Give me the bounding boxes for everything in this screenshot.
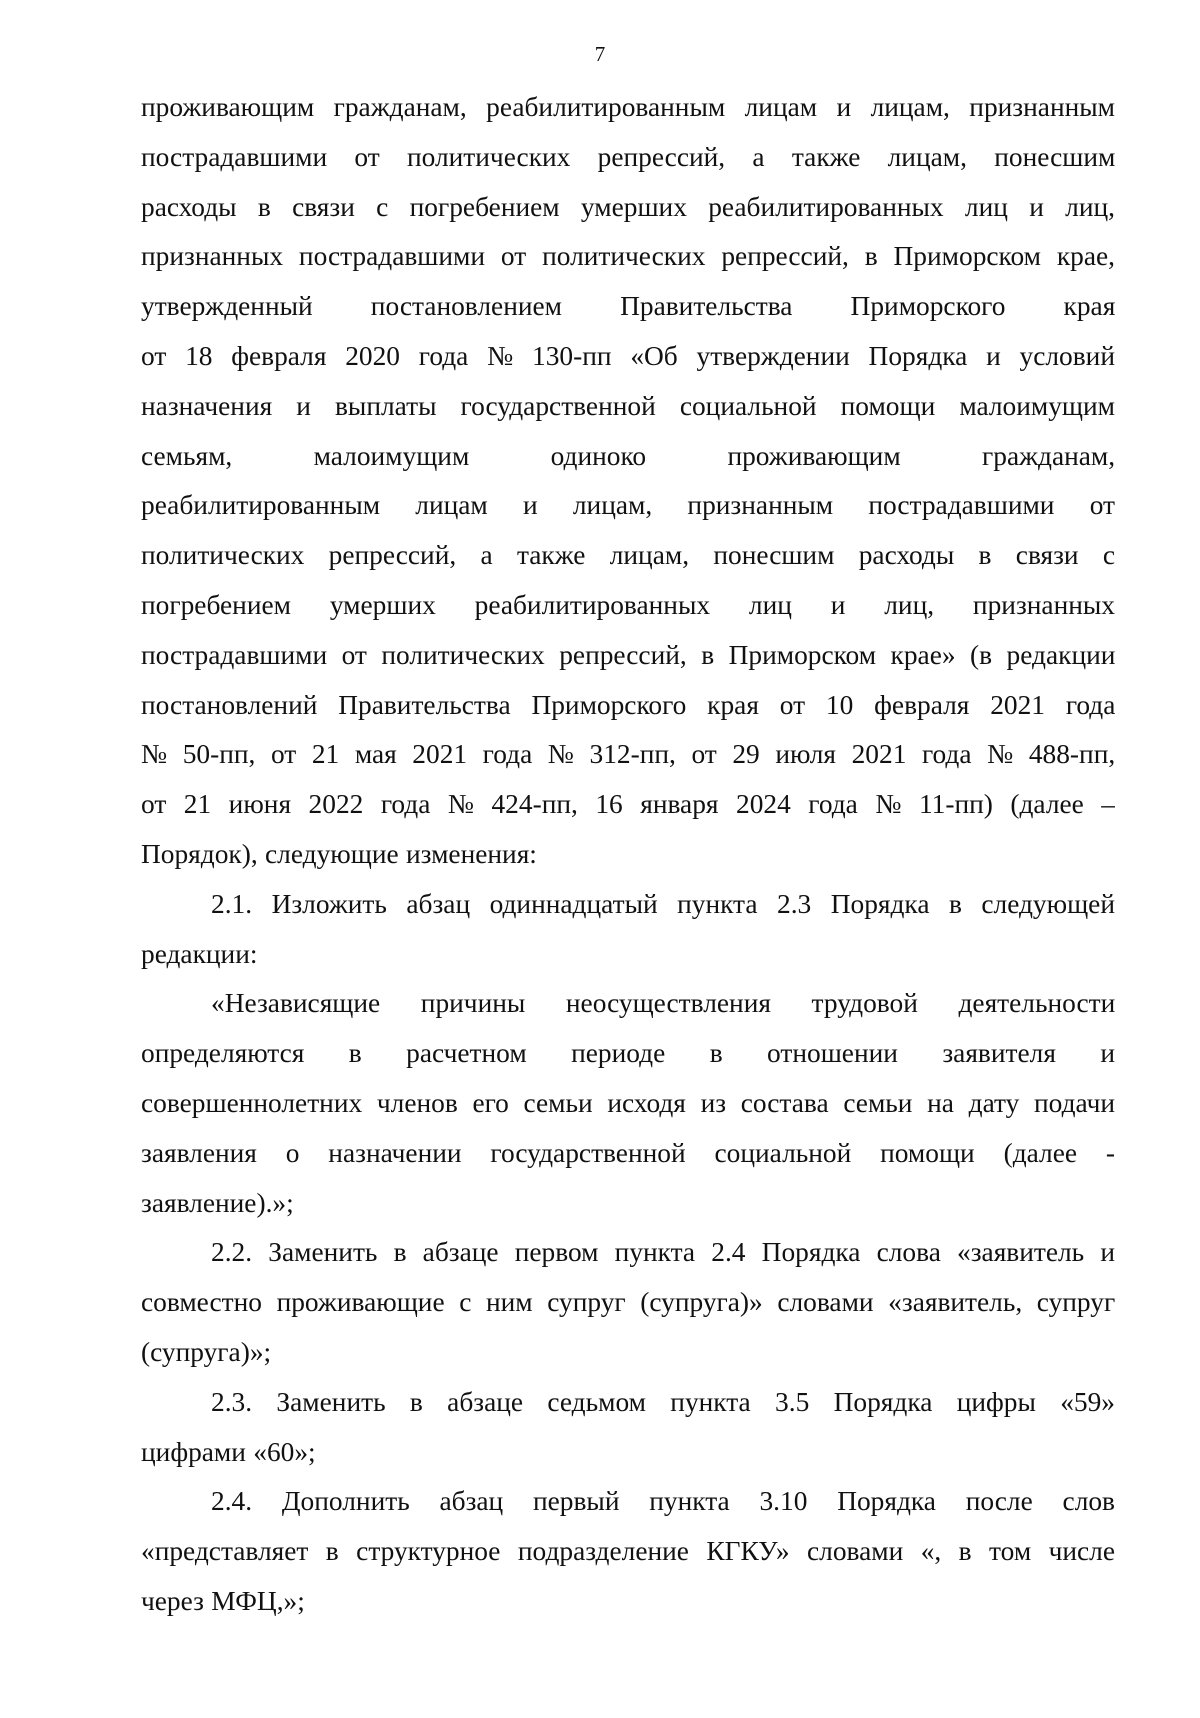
- paragraph-order-reference: [141, 83, 1115, 880]
- text-line: «Независящие причины неосуществления трудовой деятельности: [211, 988, 1115, 1019]
- text-line: реабилитированным лицам и лицам, признанным пострадавшими от: [141, 490, 1115, 521]
- text-line: редакции:: [141, 938, 258, 969]
- text-line: от 21 июня 2022 года № 424-пп, 16 января 2024 года № 11-пп) (далее –: [141, 789, 1115, 820]
- text-line: № 50-пп, от 21 мая 2021 года № 312-пп, от 29 июля 2021 года № 488-пп,: [141, 739, 1115, 770]
- text-line: определяются в расчетном периоде в отношении заявителя и: [141, 1038, 1115, 1069]
- text-line: пострадавшими от политических репрессий, в Приморском крае» (в редакции: [141, 639, 1115, 670]
- paragraph-quoted-text: [141, 979, 1115, 1228]
- text-line: 2.3. Заменить в абзаце седьмом пункта 3.5 Порядка цифры «59»: [211, 1386, 1115, 1417]
- page-number: 7: [594, 42, 606, 66]
- text-line: заявление).»;: [141, 1187, 294, 1218]
- text-line: погребением умерших реабилитированных лиц и лиц, признанных: [141, 589, 1115, 620]
- text-line: совершеннолетних членов его семьи исходя из состава семьи на дату подачи: [141, 1087, 1115, 1118]
- paragraph-2-3: [141, 1378, 1115, 1478]
- text-line: утвержденный постановлением Правительства Приморского края: [141, 291, 1115, 322]
- text-line: цифрами «60»;: [141, 1436, 316, 1467]
- text-line: политических репрессий, а также лицам, понесшим расходы в связи с: [141, 540, 1115, 571]
- text-line: семьям, малоимущим одиноко проживающим гражданам,: [141, 440, 1115, 471]
- text-line: 2.4. Дополнить абзац первый пункта 3.10 Порядка после слов: [211, 1486, 1115, 1517]
- text-line: 2.1. Изложить абзац одиннадцатый пункта 2.3 Порядка в следующей: [211, 888, 1115, 919]
- text-line: (супруга)»;: [141, 1336, 272, 1367]
- document-body: [141, 83, 1115, 1627]
- text-line: признанных пострадавшими от политических репрессий, в Приморском крае,: [141, 241, 1115, 272]
- text-line: «представляет в структурное подразделение КГКУ» словами «, в том числе: [141, 1536, 1115, 1567]
- text-line: 2.2. Заменить в абзаце первом пункта 2.4 Порядка слова «заявитель и: [211, 1237, 1115, 1268]
- text-line: заявления о назначении государственной социальной помощи (далее -: [141, 1137, 1115, 1168]
- paragraph-2-2: [141, 1228, 1115, 1377]
- text-line: Порядок), следующие изменения:: [141, 838, 537, 869]
- paragraph-2-4: [141, 1477, 1115, 1626]
- paragraph-2-1: [141, 880, 1115, 980]
- text-line: через МФЦ,»;: [141, 1585, 305, 1616]
- text-line: назначения и выплаты государственной социальной помощи малоимущим: [141, 390, 1115, 421]
- text-line: расходы в связи с погребением умерших реабилитированных лиц и лиц,: [141, 191, 1115, 222]
- text-line: от 18 февраля 2020 года № 130-пп «Об утверждении Порядка и условий: [141, 340, 1115, 371]
- text-line: совместно проживающие с ним супруг (супруга)» словами «заявитель, супруг: [141, 1287, 1115, 1318]
- text-line: пострадавшими от политических репрессий, а также лицам, понесшим: [141, 141, 1115, 172]
- text-line: постановлений Правительства Приморского края от 10 февраля 2021 года: [141, 689, 1115, 720]
- text-line: проживающим гражданам, реабилитированным лицам и лицам, признанным: [141, 92, 1115, 122]
